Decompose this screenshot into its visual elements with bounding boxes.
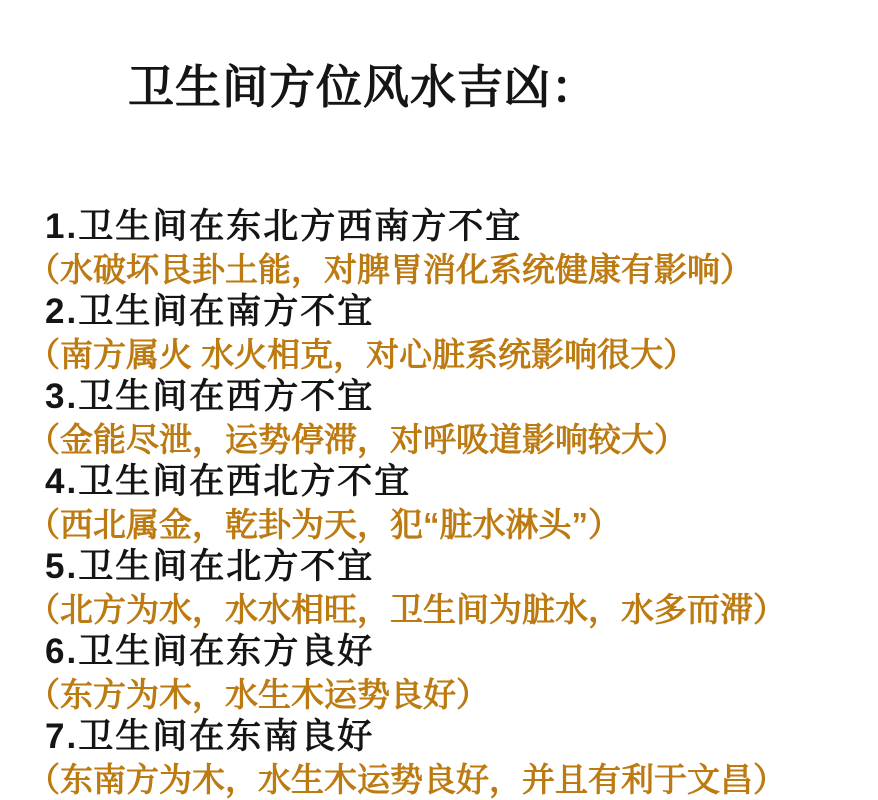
- list-item: [0, 206, 878, 291]
- fengshui-list: [0, 206, 878, 800]
- list-item: [0, 376, 878, 461]
- item-note: （金能尽泄，运势停滞，对呼吸道影响较大）: [27, 420, 687, 458]
- item-heading: 2.卫生间在南方不宜: [45, 292, 375, 331]
- item-note: （西北属金，乾卦为天，犯“脏水淋头”）: [27, 505, 621, 543]
- item-heading: 5.卫生间在北方不宜: [45, 547, 375, 586]
- item-heading: 6.卫生间在东方良好: [45, 632, 375, 671]
- item-heading: 3.卫生间在西方不宜: [45, 377, 375, 416]
- item-note: （南方属火 水火相克，对心脏系统影响很大）: [27, 335, 697, 373]
- item-heading: 1.卫生间在东北方西南方不宜: [45, 207, 523, 246]
- list-item: [0, 716, 878, 800]
- list-item: [0, 461, 878, 546]
- list-item: [0, 631, 878, 716]
- list-item: [0, 291, 878, 376]
- item-heading: 4.卫生间在西北方不宜: [45, 462, 412, 501]
- list-item: [0, 546, 878, 631]
- item-note: （水破坏艮卦土能，对脾胃消化系统健康有影响）: [27, 250, 753, 288]
- page-title: 卫生间方位风水吉凶：: [128, 61, 598, 113]
- item-note: （东南方为木，水生木运势良好，并且有利于文昌）: [27, 760, 786, 798]
- item-heading: 7.卫生间在东南良好: [45, 717, 375, 756]
- item-note: （东方为木，水生木运势良好）: [27, 675, 489, 713]
- item-note: （北方为水，水水相旺，卫生间为脏水，水多而滞）: [27, 590, 786, 628]
